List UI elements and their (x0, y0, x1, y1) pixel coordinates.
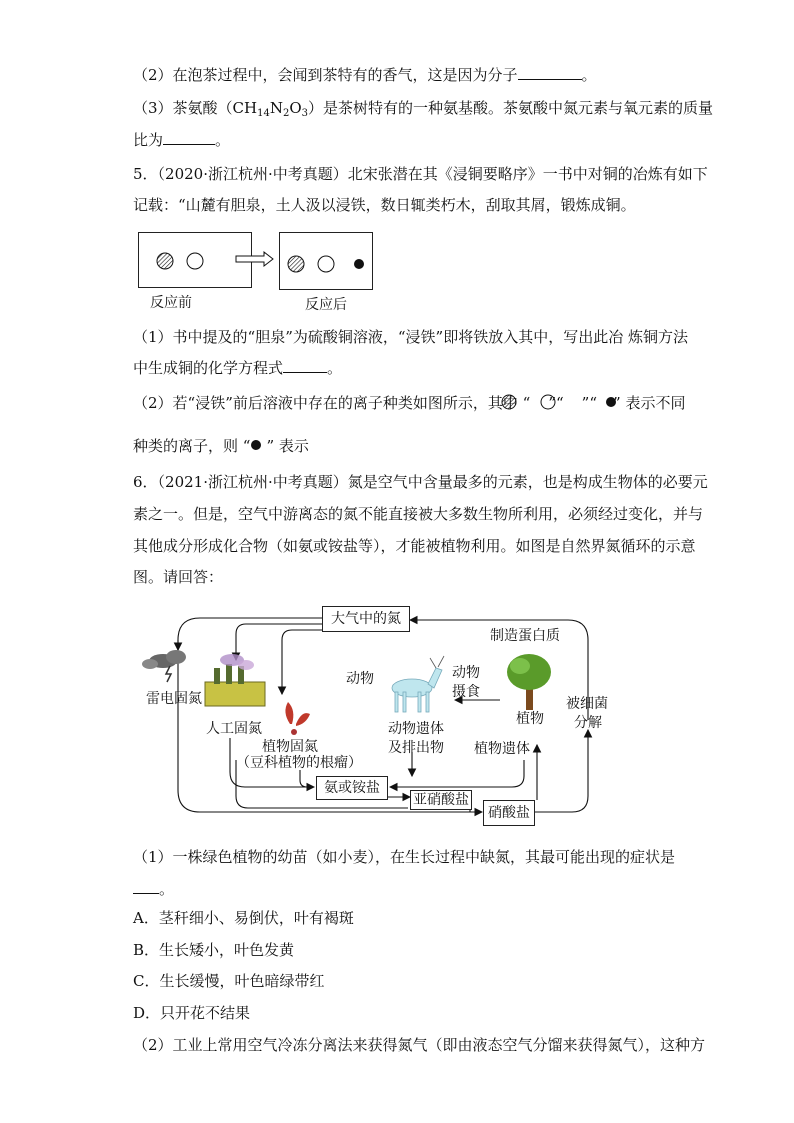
q6-part1: （1）一株绿色植物的幼苗（如小麦），在生长过程中缺氮，其最可能出现的症状是 (133, 848, 676, 866)
storm-cloud-icon (142, 650, 186, 682)
before-reaction-label: 反应前 (150, 295, 192, 311)
plant-label: 植物 (516, 711, 544, 727)
animal-remains-label-2: 及排出物 (388, 740, 444, 756)
option-a[interactable]: A．茎秆细小、易倒伏，叶有褐斑 (133, 909, 354, 927)
q6-part2: （2）工业上常用空气冷冻分离法来获得氮气（即由液态空气分馏来获得氮气），这种方 (133, 1036, 706, 1054)
tree-icon (507, 654, 551, 710)
answer-blank[interactable] (133, 878, 159, 894)
option-b[interactable]: B．生长矮小，叶色发黄 (133, 941, 295, 959)
legume-root-nodule-icon (285, 702, 310, 735)
q5-part2: （2）若“浸铁”前后溶液中存在的离子种类如图所示，其中 “ ”“ ”“ ” 表示不同 (133, 394, 686, 412)
q4-part3-line2: 比为 。 (133, 131, 231, 149)
atmospheric-nitrogen-box: 大气中的氮 (322, 606, 410, 632)
q5-part2-line2: 种类的离子，则 “ ” 表示 (133, 437, 309, 455)
q4-part3: （3）茶氨酸$(CH_{14}N_2O_3)$是茶树特有的一种氨基酸。茶氨酸中氮元素与氧元素的质量 (133, 99, 714, 119)
ammonia-box: 氨或铵盐 (316, 776, 388, 800)
legume-label: （豆科植物的根瘤） (236, 755, 362, 771)
q6-line4: 图。请回答： (133, 568, 224, 586)
plant-remains-label: 植物遗体 (474, 741, 530, 757)
q4-part2: （2）在泡茶过程中，会闻到茶特有的香气，这是因为分子 。 (133, 66, 597, 84)
artificial-fixation-label: 人工固氮 (206, 721, 262, 737)
deer-icon (392, 656, 444, 712)
make-protein-label: 制造蛋白质 (490, 628, 560, 644)
factory-icon (205, 654, 265, 706)
after-reaction-label: 反应后 (305, 297, 347, 313)
lightning-fixation-label: 雷电固氮 (146, 691, 202, 707)
nitrite-box: 亚硝酸盐 (410, 790, 472, 810)
bacteria-label-2: 分解 (574, 715, 602, 731)
nitrate-box: 硝酸盐 (483, 800, 535, 826)
animal-remains-label-1: 动物遗体 (388, 721, 444, 737)
q5-line2: 记载：“山麓有胆泉，土人汲以浸铁，数日辄类朽木，刮取其屑，锻炼成铜。 (133, 196, 636, 214)
plant-fixation-label: 植物固氮 (262, 739, 318, 755)
bacteria-label-1: 被细菌 (566, 696, 608, 712)
q5-header: 5．（2020·浙江杭州·中考真题）北宋张潜在其《浸铜要略序》一书中对铜的冶炼有如下 (133, 165, 708, 183)
eat-label-1: 动物 (452, 665, 480, 681)
eat-label-2: 摄食 (452, 684, 480, 700)
q6-line2: 素之一。但是，空气中游离态的氮不能直接被大多数生物所利用，必须经过变化，并与 (133, 505, 704, 523)
q5-part1: （1）书中提及的“胆泉”为硫酸铜溶液，“浸铁”即将铁放入其中，写出此冶 炼铜方法 (133, 328, 688, 346)
option-c[interactable]: C．生长缓慢，叶色暗绿带红 (133, 972, 325, 990)
animal-label: 动物 (346, 671, 374, 687)
option-d[interactable]: D．只开花不结果 (133, 1004, 251, 1022)
q5-part1-line2: 中生成铜的化学方程式 。 (133, 359, 343, 377)
q6-line3: 其他成分形成化合物（如氨或铵盐等），才能被植物利用。如图是自然界氮循环的示意 (133, 537, 696, 555)
q6-header: 6．（2021·浙江杭州·中考真题）氮是空气中含量最多的元素，也是构成生物体的必要元 (133, 473, 708, 491)
q6-part1-line2: 。 (133, 878, 174, 900)
